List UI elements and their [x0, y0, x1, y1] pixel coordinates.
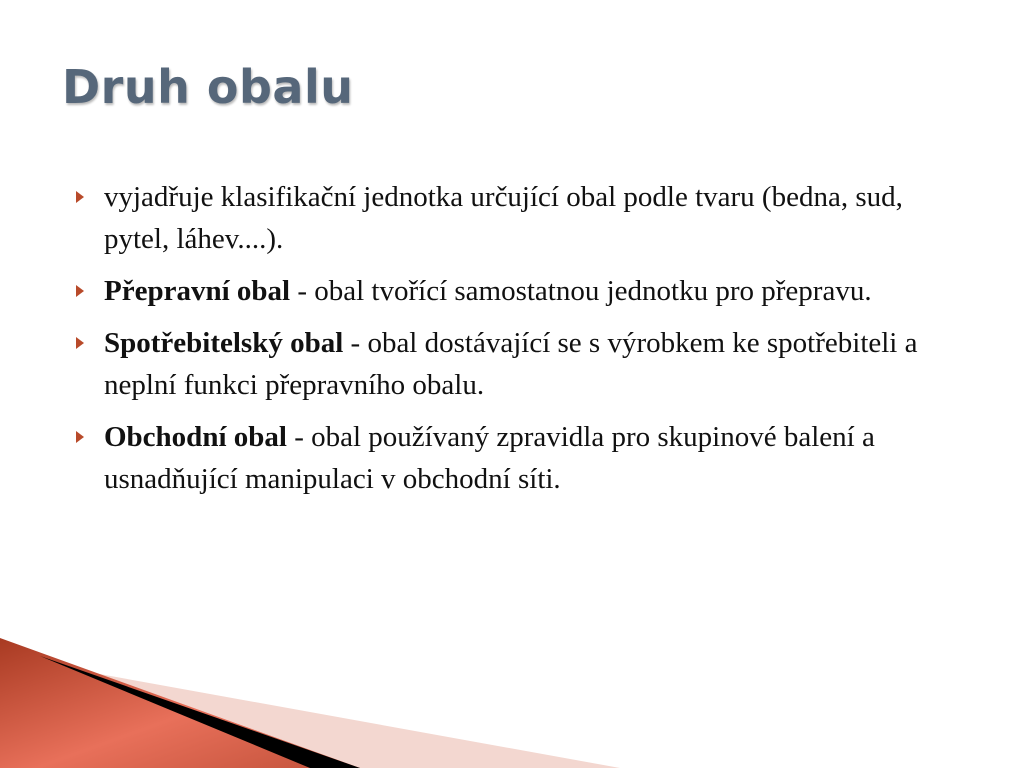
bullet-term: Obchodní obal [104, 421, 287, 453]
bullet-text: vyjadřuje klasifikační jednotka určující obal podle tvaru (bedna, sud, pytel, láhev....). [104, 181, 903, 255]
bullet-text: - obal používaný zpravidla pro skupinové balení a usnadňující manipulaci v obchodní síti. [104, 421, 875, 495]
bullet-text: - obal tvořící samostatnou jednotku pro přepravu. [290, 275, 872, 307]
bullet-term: Přepravní obal [104, 275, 291, 307]
triangle-bullet-icon [76, 337, 84, 349]
bullet-item-consumer-packaging [72, 322, 972, 406]
triangle-bullet-icon [76, 191, 84, 203]
slide-title: Druh obalu [62, 60, 354, 114]
triangle-bullet-icon [76, 431, 84, 443]
red-wedge [0, 638, 360, 768]
bullet-item-classification [72, 176, 972, 260]
triangle-bullet-icon [76, 285, 84, 297]
bullet-list [72, 176, 972, 510]
bullet-text: - obal dostávající se s výrobkem ke spotřebiteli a neplní funkci přepravního obalu. [104, 327, 918, 401]
corner-decoration [0, 638, 620, 768]
bullet-term: Spotřebitelský obal [104, 327, 344, 359]
bullet-item-transport-packaging [72, 270, 972, 312]
bullet-item-commercial-packaging [72, 416, 972, 500]
